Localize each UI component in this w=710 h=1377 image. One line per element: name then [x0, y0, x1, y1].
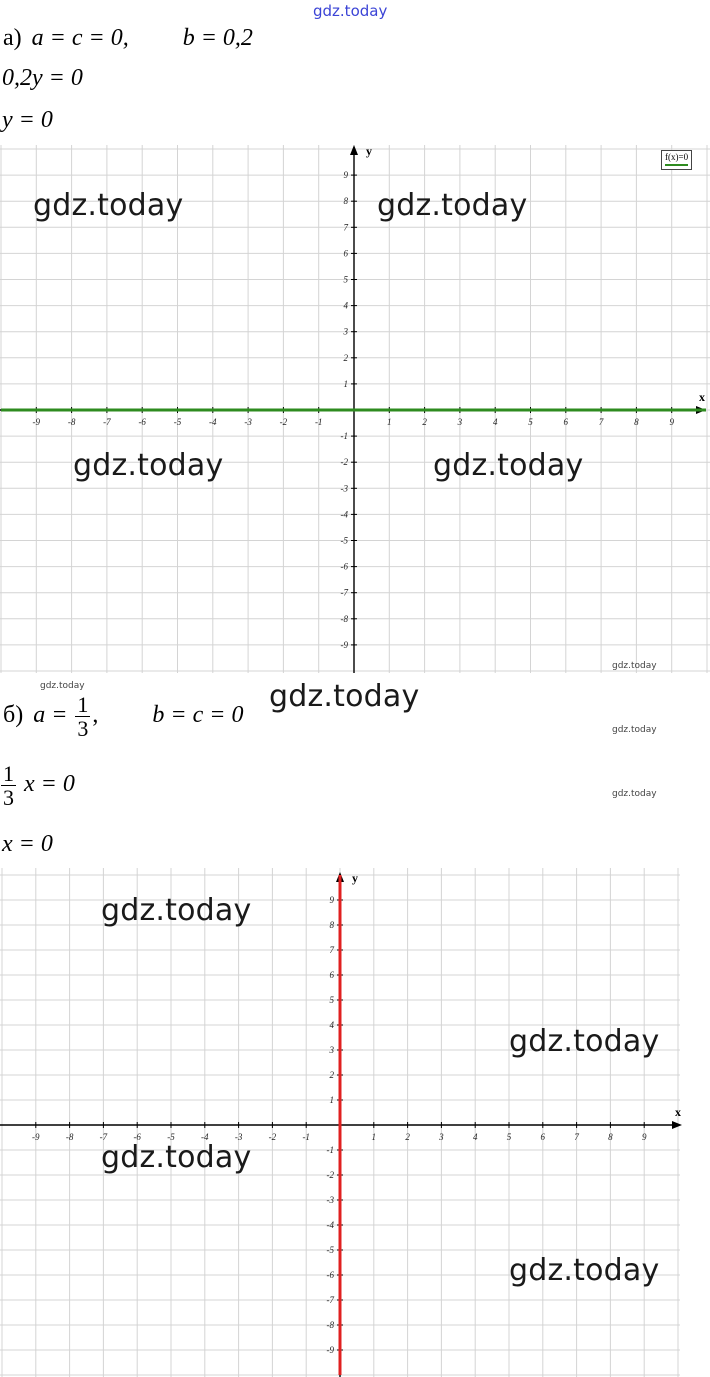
chart-a-x-tick-label: -3 [244, 417, 252, 427]
part-b-coef-a-num: 1 [77, 692, 89, 717]
chart-b-x-tick-label: -6 [133, 1132, 141, 1142]
part-a-label: а) [3, 25, 22, 51]
chart-b-x-tick-label: -8 [65, 1132, 74, 1142]
chart-b-y-tick-label: -1 [326, 1145, 334, 1155]
chart-b-x-tick-label: -5 [167, 1132, 175, 1142]
part-b-equation-2 [2, 832, 53, 856]
chart-b-y-tick-label: 1 [329, 1095, 334, 1105]
chart-a-x-tick-label: 3 [457, 417, 463, 427]
watermark-b3: gdz.today [101, 1140, 252, 1175]
chart-b-x-tick-label: -1 [302, 1132, 310, 1142]
chart-b-y-tick-label: 6 [329, 970, 334, 980]
watermark-top: gdz.today [313, 2, 388, 20]
watermark-small-3: gdz.today [612, 725, 657, 735]
chart-a-y-tick-label: -7 [340, 587, 348, 598]
chart-b-y-tick-label: 3 [329, 1045, 334, 1055]
chart-b-x-tick-label: -7 [99, 1132, 108, 1142]
chart-a-x-tick-label: 4 [492, 417, 498, 427]
part-a-coef-ac: a = c = 0, [31, 25, 129, 51]
chart-a-x-tick-label: -5 [173, 417, 182, 427]
watermark-a4: gdz.today [433, 448, 584, 483]
part-b-coef-bc: b = c = 0 [152, 702, 244, 729]
chart-a-y-tick-label: -3 [340, 483, 348, 494]
chart-b-x-tick-label: 7 [574, 1132, 579, 1142]
part-b-coefficients [3, 693, 243, 740]
part-a-equation-1 [2, 66, 83, 90]
chart-a-y-arrow [350, 145, 358, 155]
watermark-small-4: gdz.today [612, 789, 657, 799]
chart-a-legend [661, 150, 692, 170]
chart-a-y-tick-label: 2 [343, 352, 348, 363]
part-a-coefficients [3, 26, 253, 50]
chart-b-y-tick-label: 7 [329, 945, 334, 955]
chart-a-x-tick-label: -7 [103, 417, 111, 427]
chart-b-y-label: y [352, 871, 358, 885]
chart-b [0, 868, 710, 1377]
watermark-b-mid: gdz.today [269, 679, 420, 714]
chart-b-y-tick-label: -3 [326, 1195, 334, 1205]
chart-b-y-tick-label: 8 [329, 920, 334, 930]
chart-a-y-tick-label: 6 [343, 248, 348, 259]
chart-a-x-tick-label: 9 [669, 417, 674, 427]
watermark-b2: gdz.today [509, 1024, 660, 1059]
chart-a-x-tick-label: -8 [67, 417, 76, 427]
watermark-a2: gdz.today [377, 188, 528, 223]
part-b-eq1-rhs: x = 0 [24, 771, 75, 798]
chart-a-y-tick-label: -2 [340, 457, 348, 468]
chart-b-x-label: x [675, 1105, 681, 1119]
part-b-coef-a-comma: , [92, 702, 99, 729]
watermark-a1: gdz.today [33, 188, 184, 223]
watermark-b1: gdz.today [101, 893, 252, 928]
watermark-small-1: gdz.today [612, 661, 657, 671]
part-a-eq2-text: y = 0 [2, 107, 53, 133]
chart-b-y-tick-label: 5 [329, 995, 334, 1005]
chart-b-y-tick-label: -6 [326, 1270, 334, 1280]
part-b-eq1-den: 3 [3, 785, 14, 811]
chart-b-x-tick-label: -3 [234, 1132, 243, 1142]
chart-a-x-label: x [699, 390, 705, 404]
part-b-equation-1 [1, 762, 75, 809]
watermark-a3: gdz.today [73, 448, 224, 483]
chart-a-x-tick-label: 8 [634, 417, 639, 427]
chart-a-y-tick-label: 5 [343, 274, 348, 285]
chart-b-x-tick-label: -2 [268, 1132, 277, 1142]
chart-a-x-tick-label: -6 [138, 417, 146, 427]
chart-a-x-tick-label: -1 [314, 417, 323, 427]
part-b-label: б) [3, 702, 24, 729]
chart-a-y-tick-label: 9 [343, 170, 348, 181]
chart-a-legend-label: f(x)=0 [665, 152, 689, 162]
chart-b-x-tick-label: -9 [32, 1132, 40, 1142]
chart-b-y-tick-label: -4 [326, 1220, 334, 1230]
chart-a-y-tick-label: 4 [343, 300, 348, 311]
chart-b-x-tick-label: 2 [405, 1132, 410, 1142]
part-b-eq1-num: 1 [3, 761, 14, 786]
chart-a-y-tick-label: -1 [340, 431, 348, 442]
chart-b-y-tick-label: -9 [326, 1345, 334, 1355]
chart-a-x-tick-label: 6 [563, 417, 569, 427]
part-b-eq1-fraction [1, 762, 16, 809]
chart-a-y-tick-label: -4 [340, 509, 348, 520]
chart-b-y-tick-label: -2 [326, 1170, 334, 1180]
chart-b-x-tick-label: 4 [472, 1132, 478, 1142]
chart-a-y-tick-label: -5 [340, 535, 348, 546]
chart-a-y-tick-label: 7 [343, 222, 348, 233]
chart-b-y-tick-label: 4 [329, 1020, 334, 1030]
chart-b-x-arrow [672, 1121, 682, 1129]
chart-a-x-tick-label: -9 [32, 417, 41, 427]
chart-a-x-tick-label: 1 [387, 417, 392, 427]
chart-b-x-tick-label: 5 [506, 1132, 512, 1142]
chart-a-y-tick-label: -6 [340, 561, 348, 572]
chart-b-y-tick-label: -8 [326, 1320, 334, 1330]
chart-a [0, 145, 710, 675]
chart-a-x-tick-label: 2 [422, 417, 427, 427]
part-b-coef-a-den: 3 [77, 716, 89, 742]
part-b-coef-a-lhs: a = [33, 702, 68, 729]
watermark-small-2: gdz.today [40, 681, 85, 691]
chart-a-y-tick-label: 1 [343, 378, 348, 389]
part-b-coef-a-fraction [75, 693, 90, 740]
watermark-b4: gdz.today [509, 1253, 660, 1288]
chart-a-y-label: y [366, 144, 372, 158]
chart-b-x-tick-label: 9 [641, 1132, 647, 1142]
chart-a-x-tick-label: 5 [528, 417, 533, 427]
chart-b-x-tick-label: 3 [439, 1132, 444, 1142]
part-b-eq2-text: x = 0 [2, 831, 53, 857]
part-a-coef-b: b = 0,2 [182, 25, 253, 51]
chart-a-x-tick-label: -4 [209, 417, 217, 427]
chart-b-x-tick-label: 6 [540, 1132, 546, 1142]
part-a-equation-2 [2, 108, 53, 132]
chart-b-y-tick-label: -7 [326, 1295, 334, 1305]
chart-b-x-tick-label: -4 [201, 1132, 209, 1142]
chart-a-legend-swatch [665, 164, 688, 166]
chart-b-y-tick-label: 9 [329, 895, 334, 905]
chart-b-x-tick-label: 1 [371, 1132, 377, 1142]
chart-a-x-tick-label: 7 [598, 417, 604, 427]
part-a-eq1-text: 0,2y = 0 [2, 65, 83, 91]
chart-b-x-tick-label: 8 [608, 1132, 613, 1142]
chart-a-x-tick-label: -2 [279, 417, 288, 427]
chart-a-y-tick-label: 3 [343, 326, 348, 337]
chart-b-y-tick-label: -5 [326, 1245, 334, 1255]
chart-b-y-tick-label: 2 [329, 1070, 334, 1080]
chart-a-y-tick-label: -9 [340, 639, 348, 650]
chart-a-y-tick-label: 8 [343, 196, 348, 207]
chart-a-y-tick-label: -8 [340, 613, 348, 624]
